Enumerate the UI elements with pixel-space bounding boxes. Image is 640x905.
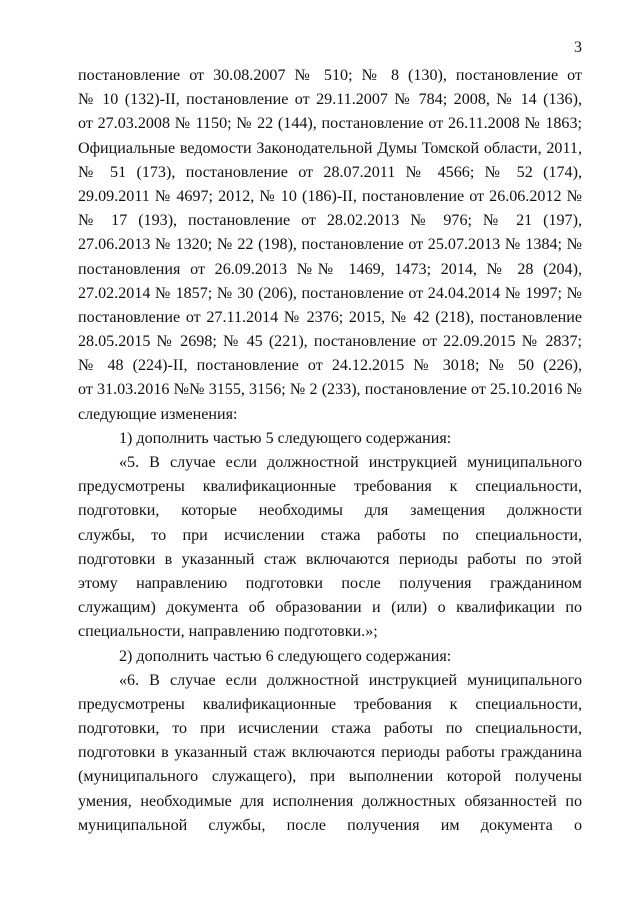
text-line: подготовки, то при исчислении стажа работы по специальности, [78,720,582,738]
text-line: № 48 (224)-II, постановление от 24.12.2015 № 3018; № 50 (226), [78,357,582,375]
text-line: умения, необходимые для исполнения должностных обязанностей по [78,792,582,810]
text-line: подготовки, которые необходимы для замещения должности [78,502,582,520]
text-line: № 10 (132)-II, постановление от 29.11.2007 № 784; 2008, № 14 (136), [78,91,582,109]
text-line: № 17 (193), постановление от 28.02.2013 № 976; № 21 (197), [78,212,582,230]
text-line: от 27.03.2008 № 1150; № 22 (144), постановление от 26.11.2008 № 1863; [78,115,582,133]
text-line: «6. В случае если должностной инструкцией муниципального [119,671,582,689]
text-line: службы, то при исчислении стажа работы по специальности, [78,526,582,544]
text-line: специальности, направлению подготовки.»; [78,623,378,641]
text-line: постановления от 26.09.2013 №№ 1469, 1473; 2014, № 28 (204), [78,260,582,278]
text-line: предусмотрены квалификационные требования к специальности, [78,478,582,496]
text-line: № 51 (173), постановление от 28.07.2011 № 4566; № 52 (174), [78,163,582,181]
text-line: 28.05.2015 № 2698; № 45 (221), постановление от 22.09.2015 № 2837; [78,333,582,351]
text-line: от 31.03.2016 №№ 3155, 3156; № 2 (233), постановление от 25.10.2016 № [78,381,582,399]
text-line: (муниципального служащего), при выполнении которой получены [78,768,582,786]
text-line: муниципальной службы, после получения им документа о [78,816,582,834]
text-line: постановление от 27.11.2014 № 2376; 2015, № 42 (218), постановление [78,308,582,326]
text-line: 29.09.2011 № 4697; 2012, № 10 (186)-II, постановление от 26.06.2012 № [78,187,582,205]
text-line: подготовки в указанный стаж включаются периоды работы по этой [78,550,582,568]
text-line: постановление от 30.08.2007 № 510; № 8 (130), постановление от [78,67,582,84]
text-line: 2) дополнить частью 6 следующего содержания: [119,647,452,665]
document-body [78,64,582,838]
page-number: 3 [574,39,582,56]
text-line: этому направлению подготовки после получения гражданином [78,574,582,592]
text-line: следующие изменения: [78,405,238,423]
text-line: предусмотрены квалификационные требования к специальности, [78,695,582,713]
text-line: Официальные ведомости Законодательной Думы Томской области, 2011, [78,139,582,157]
text-line: 27.06.2013 № 1320; № 22 (198), постановление от 25.07.2013 № 1384; № [78,236,582,254]
text-line: «5. В случае если должностной инструкцией муниципального [119,454,582,471]
text-line: подготовки в указанный стаж включаются периоды работы гражданина [78,744,582,762]
text-line: 27.02.2014 № 1857; № 30 (206), постановление от 24.04.2014 № 1997; № [78,284,582,302]
text-line: служащим) документа об образовании и (или) о квалификации по [78,599,582,617]
text-line: 1) дополнить частью 5 следующего содержания: [119,429,452,447]
